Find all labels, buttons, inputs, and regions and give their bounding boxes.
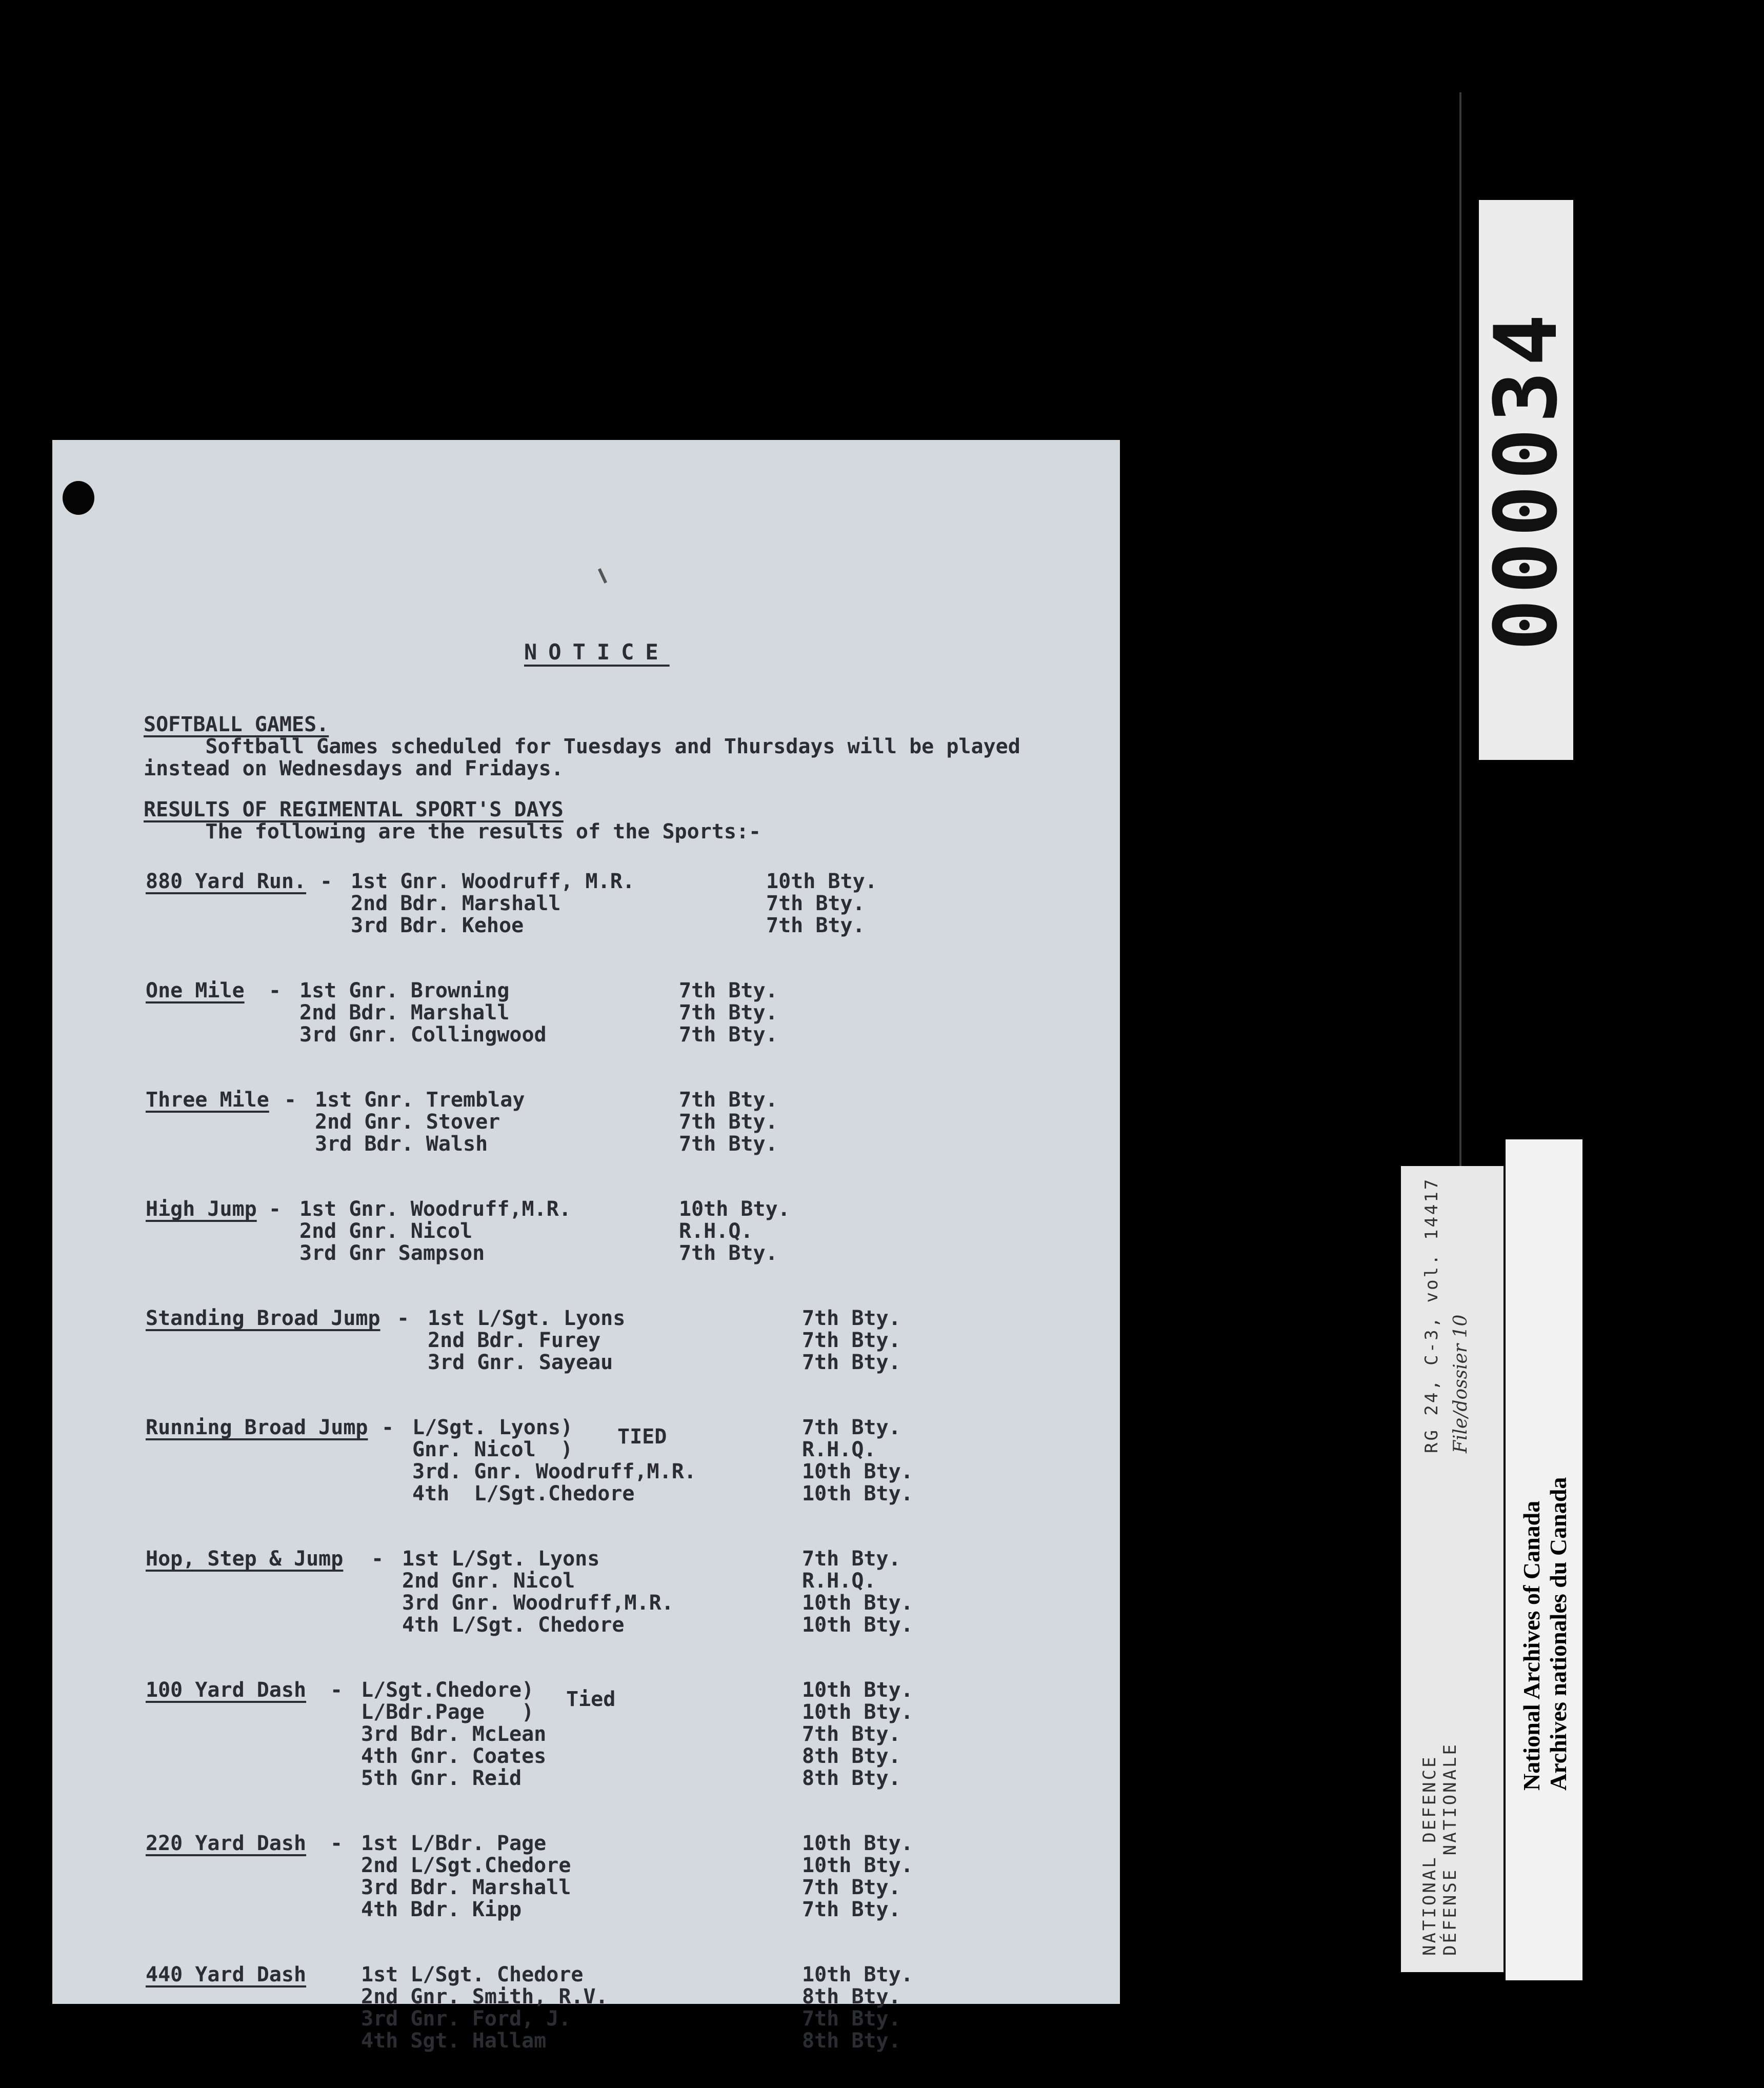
event-dash: - (330, 1678, 343, 1702)
result-placing: 4th Gnr. Coates (361, 1744, 547, 1768)
event-dash: - (320, 870, 333, 893)
result-row (146, 1111, 966, 1133)
softball-line-2: instead on Wednesdays and Fridays. (144, 757, 564, 780)
result-placing: 1st Gnr. Browning (299, 979, 510, 1002)
result-row (146, 1768, 966, 1790)
result-row (146, 1308, 966, 1330)
result-row (146, 1592, 966, 1614)
result-battery: 10th Bty. (802, 1700, 913, 1724)
archives-en: National Archives of Canada (1518, 1500, 1545, 1791)
result-battery: 7th Bty. (679, 1023, 778, 1047)
result-placing: 2nd Bdr. Furey (428, 1329, 601, 1352)
result-row (146, 1899, 966, 1921)
result-battery: 7th Bty. (679, 1241, 778, 1265)
result-battery: 7th Bty. (802, 1416, 901, 1439)
result-placing: 3rd Gnr. Collingwood (299, 1023, 547, 1047)
result-battery: 10th Bty. (802, 1963, 913, 1986)
event-name: Hop, Step & Jump (146, 1547, 344, 1571)
result-battery: R.H.Q. (802, 1438, 876, 1461)
result-placing: 3rd Bdr. Kehoe (351, 914, 524, 937)
event-dash: - (269, 979, 282, 1002)
result-row (146, 1723, 966, 1745)
result-battery: 7th Bty. (802, 1898, 901, 1921)
result-row (146, 2008, 966, 2030)
result-row (146, 1133, 966, 1155)
result-battery: 8th Bty. (802, 1766, 901, 1790)
event-name: Standing Broad Jump (146, 1307, 380, 1330)
result-row (146, 915, 966, 937)
result-battery: 7th Bty. (802, 1307, 901, 1330)
result-placing: 1st Gnr. Woodruff, M.R. (351, 870, 635, 893)
result-battery: 7th Bty. (679, 979, 778, 1002)
archives-label-card (1506, 1139, 1582, 1980)
result-placing: L/Bdr.Page ) (361, 1700, 534, 1724)
result-placing: 1st L/Sgt. Lyons (402, 1547, 600, 1571)
result-row (146, 1877, 966, 1899)
result-placing: 1st L/Sgt. Lyons (428, 1307, 626, 1330)
results-heading: RESULTS OF REGIMENTAL SPORT'S DAYS (144, 798, 564, 821)
result-row (146, 1439, 966, 1461)
result-battery: 10th Bty. (802, 1460, 913, 1483)
result-battery: 7th Bty. (766, 892, 865, 915)
result-battery: 10th Bty. (802, 1591, 913, 1615)
result-row (146, 1461, 966, 1483)
result-row (146, 1483, 966, 1505)
result-battery: 7th Bty. (679, 1001, 778, 1025)
archival-number: 000034 (1476, 309, 1576, 651)
event-dash: - (284, 1088, 297, 1112)
event-dash: - (397, 1307, 410, 1330)
result-battery: 8th Bty. (802, 1744, 901, 1768)
result-row (146, 1002, 966, 1024)
notice-sheet (52, 440, 1120, 2053)
result-row (146, 1089, 966, 1111)
result-row (146, 1964, 966, 1986)
event-name: Three Mile (146, 1088, 269, 1112)
archival-number-strip (1476, 200, 1576, 760)
result-row (146, 1330, 966, 1352)
dept-en: NATIONAL DEFENCE (1419, 1755, 1440, 1956)
event-name: One Mile (146, 979, 245, 1002)
result-placing: 3rd Gnr Sampson (299, 1241, 485, 1265)
result-placing: L/Sgt. Lyons) (412, 1416, 573, 1439)
result-battery: 7th Bty. (802, 1329, 901, 1352)
result-battery: 7th Bty. (679, 1132, 778, 1156)
tie-note: Tied (566, 1688, 616, 1711)
result-row (146, 1417, 966, 1439)
result-row (146, 2030, 966, 2052)
result-placing: 1st Gnr. Tremblay (315, 1088, 525, 1112)
result-placing: 4th Sgt. Hallam (361, 2029, 547, 2053)
result-battery: 10th Bty. (766, 870, 877, 893)
archives-fr: Archives nationales du Canada (1545, 1477, 1571, 1791)
result-row (146, 1833, 966, 1855)
result-row (146, 1024, 966, 1046)
result-placing: 2nd Gnr. Smith, R.V. (361, 1985, 608, 2009)
event-dash: - (371, 1547, 384, 1571)
result-row (146, 1986, 966, 2008)
result-battery: 7th Bty. (802, 2007, 901, 2031)
event-name: 220 Yard Dash (146, 1832, 307, 1855)
result-placing: 2nd Gnr. Stover (315, 1110, 500, 1134)
result-battery: 8th Bty. (802, 1985, 901, 2009)
softball-line-1: Softball Games scheduled for Tuesdays and Thursdays will be played (144, 735, 1020, 758)
result-placing: 3rd Bdr. McLean (361, 1722, 547, 1746)
result-placing: Gnr. Nicol ) (412, 1438, 573, 1461)
result-battery: 8th Bty. (802, 2029, 901, 2053)
result-battery: 10th Bty. (802, 1613, 913, 1637)
result-placing: 2nd Gnr. Nicol (299, 1219, 473, 1243)
result-battery: 10th Bty. (802, 1678, 913, 1702)
result-row (146, 1570, 966, 1592)
archive-reference: RG 24, C-3, vol. 14417 (1421, 1177, 1442, 1453)
result-row (146, 1745, 966, 1768)
result-placing: 3rd Gnr. Woodruff,M.R. (402, 1591, 674, 1615)
result-placing: 2nd Bdr. Marshall (351, 892, 561, 915)
notice-title: NOTICE (524, 639, 670, 665)
result-row (146, 1242, 966, 1264)
result-placing: 3rd Gnr. Sayeau (428, 1351, 613, 1374)
results-intro: The following are the results of the Sports:- (144, 820, 761, 844)
result-placing: 3rd. Gnr. Woodruff,M.R. (412, 1460, 696, 1483)
result-battery: 7th Bty. (802, 1351, 901, 1374)
result-row (146, 893, 966, 915)
softball-heading: SOFTBALL GAMES. (144, 713, 329, 736)
dept-fr: DÉFENSE NATIONALE (1440, 1742, 1460, 1956)
result-placing: L/Sgt.Chedore) (361, 1678, 534, 1702)
result-battery: 10th Bty. (802, 1854, 913, 1877)
event-name: 880 Yard Run. (146, 870, 307, 893)
result-row (146, 1701, 966, 1723)
result-row (146, 1548, 966, 1570)
file-dossier: File/dossier 10 (1450, 1314, 1471, 1453)
event-dash: - (382, 1416, 394, 1439)
event-name: High Jump (146, 1197, 257, 1221)
result-battery: 7th Bty. (679, 1110, 778, 1134)
result-row (146, 1855, 966, 1877)
result-row (146, 1679, 966, 1701)
result-placing: 4th Bdr. Kipp (361, 1898, 522, 1921)
result-row (146, 980, 966, 1002)
result-row (146, 1220, 966, 1242)
result-battery: 10th Bty. (679, 1197, 790, 1221)
result-battery: 7th Bty. (802, 1722, 901, 1746)
event-name: 440 Yard Dash (146, 1963, 307, 1986)
result-placing: 2nd Bdr. Marshall (299, 1001, 510, 1025)
result-row (146, 871, 966, 893)
tie-note: TIED (617, 1425, 667, 1449)
event-name: Running Broad Jump (146, 1416, 368, 1439)
result-placing: 3rd Bdr. Marshall (361, 1876, 571, 1899)
event-dash: - (269, 1197, 282, 1221)
result-placing: 5th Gnr. Reid (361, 1766, 522, 1790)
result-placing: 1st Gnr. Woodruff,M.R. (299, 1197, 571, 1221)
result-battery: 7th Bty. (679, 1088, 778, 1112)
result-battery: 7th Bty. (766, 914, 865, 937)
result-placing: 3rd Bdr. Walsh (315, 1132, 488, 1156)
result-battery: 7th Bty. (802, 1876, 901, 1899)
result-row (146, 1352, 966, 1374)
result-battery: 7th Bty. (802, 1547, 901, 1571)
result-row (146, 1614, 966, 1636)
result-battery: R.H.Q. (802, 1569, 876, 1593)
event-name: 100 Yard Dash (146, 1678, 307, 1702)
result-placing: 4th L/Sgt.Chedore (412, 1482, 635, 1505)
result-battery: 10th Bty. (802, 1482, 913, 1505)
result-placing: 1st L/Bdr. Page (361, 1832, 547, 1855)
result-battery: R.H.Q. (679, 1219, 753, 1243)
result-row (146, 1198, 966, 1220)
result-placing: 2nd L/Sgt.Chedore (361, 1854, 571, 1877)
result-battery: 10th Bty. (802, 1832, 913, 1855)
result-placing: 3rd Gnr. Ford, J. (361, 2007, 571, 2031)
result-placing: 4th L/Sgt. Chedore (402, 1613, 625, 1637)
notice-document (52, 440, 1120, 2053)
archive-label-card (1401, 1166, 1504, 1972)
result-placing: 1st L/Sgt. Chedore (361, 1963, 584, 1986)
event-dash: - (330, 1832, 343, 1855)
result-placing: 2nd Gnr. Nicol (402, 1569, 575, 1593)
